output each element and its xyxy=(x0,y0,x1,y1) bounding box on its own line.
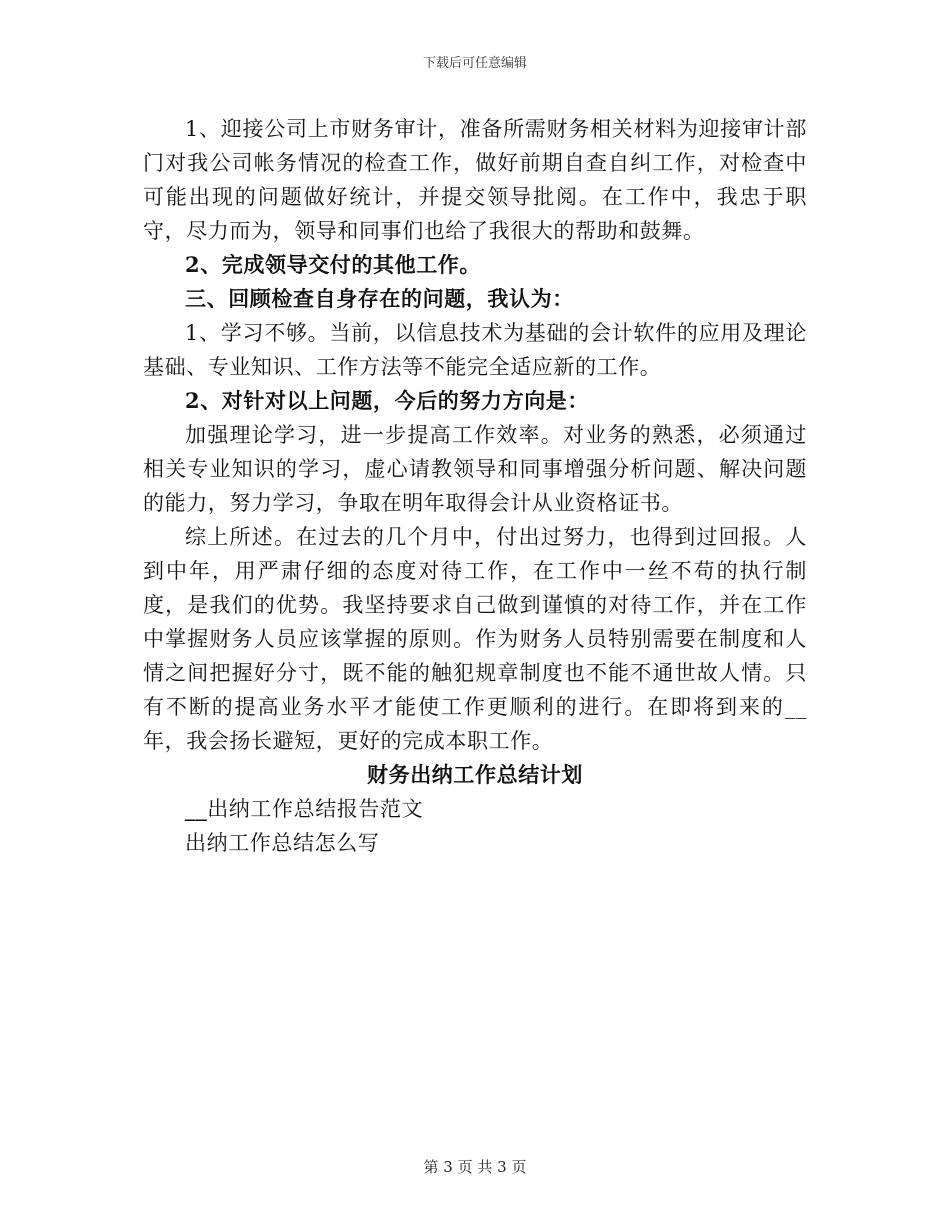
related-link-howto[interactable]: 出纳工作总结怎么写 xyxy=(185,831,380,855)
paragraph-other-work: 2、完成领导交付的其他工作。 xyxy=(185,252,482,277)
document-body xyxy=(143,112,807,860)
paragraph-audit: 1、迎接公司上市财务审计，准备所需财务相关材料为迎接审计部门对我公司帐务情况的检查工作，做好前期自查自纠工作，对检查中可能出现的问题做好统计，并提交领导批阅。在工作中，我忠于职守，尽力而为，领导和同事们也给了我很大的帮助和鼓舞。 xyxy=(143,117,807,243)
paragraph-direction: 2、对针对以上问题，今后的努力方向是： xyxy=(185,388,590,413)
page-footer: 第 3 页 共 3 页 xyxy=(423,1158,527,1176)
paragraph-study: 1、学习不够。当前，以信息技术为基础的会计软件的应用及理论基础、专业知识、工作方法等不能完全适应新的工作。 xyxy=(143,321,807,379)
paragraph-theory: 加强理论学习，进一步提高工作效率。对业务的熟悉，必须通过相关专业知识的学习，虚心请教领导和同事增强分析问题、解决问题的能力，努力学习，争取在明年取得会计从业资格证书。 xyxy=(143,423,807,515)
related-link-report[interactable]: __出纳工作总结报告范文 xyxy=(185,797,424,821)
paragraph-summary: 综上所述。在过去的几个月中，付出过努力，也得到过回报。人到中年，用严肃仔细的态度对待工作，在工作中一丝不苟的执行制度，是我们的优势。我坚持要求自己做到谨慎的对待工作，并在工作中掌握财务人员应该掌握的原则。作为财务人员特别需要在制度和人情之间把握好分寸，既不能的触犯规章制度也不能不通世故人情。只有不断的提高业务水平才能使工作更顺利的进行。在即将到来的__年，我会扬长避短，更好的完成本职工作。 xyxy=(143,525,807,753)
section-title: 财务出纳工作总结计划 xyxy=(367,762,583,787)
page-header: 下载后可任意编辑 xyxy=(422,56,527,71)
section-heading-problems: 三、回顾检查自身存在的问题，我认为： xyxy=(185,286,574,311)
